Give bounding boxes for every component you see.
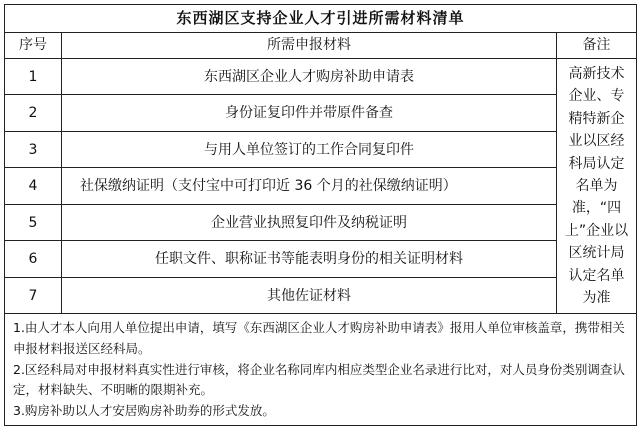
table-row [5, 131, 637, 167]
header-materials: 所需申报材料 [62, 33, 557, 59]
table-row [5, 59, 637, 95]
row-material: 身份证复印件并带原件备查 [62, 95, 557, 131]
footnote: 3.购房补助以人才安居购房补助券的形式发放。 [13, 402, 275, 418]
row-material: 企业营业执照复印件及纳税证明 [62, 204, 557, 240]
remark-cell: 高新技术企业、专精特新企业以区经科局认定名单为准，“四上”企业以区统计局认定名单为准 [557, 59, 637, 314]
footnote: 2.区经科局对申报材料真实性进行审核，将企业名称同库内相应类型企业名录进行比对，对人员身份类别调查认定，材料缺失、不明晰的限期补充。 [13, 361, 625, 398]
footnote: 1.由人才本人向用人单位提出申请，填写《东西湖区企业人才购房补助申请表》报用人单位审核盖章，携带相关申报材料报送区经科局。 [13, 320, 625, 356]
row-material: 其他佐证材料 [62, 277, 557, 313]
row-material: 与用人单位签订的工作合同复印件 [62, 131, 557, 167]
table-row [5, 241, 637, 277]
table-title: 东西湖区支持企业人才引进所需材料清单 [5, 5, 637, 33]
footnotes-cell [5, 314, 637, 426]
row-material: 东西湖区企业人才购房补助申请表 [62, 59, 557, 95]
row-number: 3 [5, 131, 62, 167]
table-row [5, 277, 637, 313]
row-number: 6 [5, 241, 62, 277]
table-row [5, 168, 637, 204]
header-no: 序号 [5, 33, 62, 59]
materials-table [4, 4, 637, 426]
table-row [5, 204, 637, 240]
row-material: 社保缴纳证明（支付宝中可打印近 36 个月的社保缴纳证明） [62, 168, 557, 204]
row-number: 5 [5, 204, 62, 240]
row-number: 1 [5, 59, 62, 95]
row-material: 任职文件、职称证书等能表明身份的相关证明材料 [62, 241, 557, 277]
row-number: 2 [5, 95, 62, 131]
row-number: 7 [5, 277, 62, 313]
header-remark: 备注 [557, 33, 637, 59]
row-number: 4 [5, 168, 62, 204]
table-row [5, 95, 637, 131]
